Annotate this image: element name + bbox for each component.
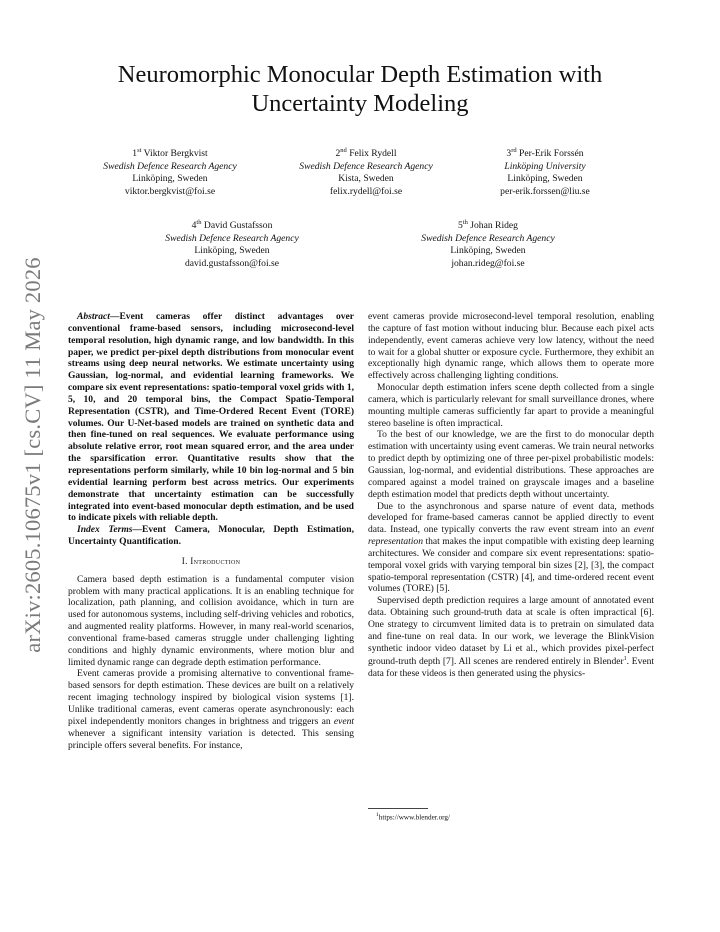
author-block-5: 5th Johan Rideg Swedish Defence Research Agency Linköping, Sweden johan.rideg@foi.se	[388, 217, 588, 271]
author-name: Per-Erik Forssén	[519, 148, 584, 160]
author-email: david.gustafsson@foi.se	[184, 257, 280, 269]
intro-paragraph-5: To the best of our knowledge, we are the first to do monocular depth estimation with uncertainty using event cameras. We train neural networks to predict depth by optimizing one of three per-pixel probabilistic models: Gaussian, log-normal, and evidential distributions. These approaches are compared against a model trained on grayscale images and a baseline depth estimation model that predicts depth without uncertainty.	[368, 429, 654, 500]
arxiv-stamp	[18, 255, 48, 655]
author-block-1: 1st Viktor Bergkvist Swedish Defence Research Agency Linköping, Sweden viktor.bergkvist@foi.se	[70, 145, 270, 199]
author-name: Felix Rydell	[349, 148, 397, 160]
author-name: Johan Rideg	[470, 220, 518, 232]
footnote-rule	[368, 808, 428, 809]
intro-paragraph-4: Monocular depth estimation infers scene depth collected from a single camera, which is particularly relevant for small surveillance drones, where mounting multiple cameras sufficiently far apart to provide a meaningful stereo baseline is often impractical.	[368, 382, 654, 429]
author-block-4: 4th David Gustafsson Swedish Defence Research Agency Linköping, Sweden david.gustafsson@foi.se	[132, 217, 332, 271]
right-column	[368, 311, 654, 680]
title-line-1: Neuromorphic Monocular Depth Estimation with	[117, 61, 603, 88]
author-email: felix.rydell@foi.se	[329, 185, 403, 197]
author-affiliation: Swedish Defence Research Agency	[103, 160, 237, 172]
intro-paragraph-6: Due to the asynchronous and sparse nature of event data, methods developed for frame-based cameras cannot be applied directly to event data. Instead, one typically converts the raw event stream into an event representation that makes the input compatible with existing deep learning architectures. We consider and compare six event representations: spatio-temporal voxel grids with varying temporal bin sizes [2], [3], the compact spatio-temporal representation (CSTR) [4], and time-ordered recent event volumes (TORE) [5].	[368, 500, 654, 595]
author-affiliation: Swedish Defence Research Agency	[165, 232, 299, 244]
section-heading: I. Introduction	[181, 555, 241, 566]
author-block-3: 3rd Per-Erik Forssén Linköping University Linköping, Sweden per-erik.forssen@liu.se	[445, 145, 645, 199]
author-location: Kista, Sweden	[338, 173, 394, 185]
author-location: Linköping, Sweden	[132, 173, 208, 185]
author-email: per-erik.forssen@liu.se	[500, 185, 590, 197]
abstract: Abstract—Event cameras offer distinct advantages over conventional frame-based sensors, including microsecond-level temporal resolution, high dynamic range, and low bandwidth. In this paper, we predict per-pixel depth distributions from monocular event streams using deep neural networks. We estimate uncertainty using Gaussian, log-normal, and evidential learning frameworks. We compare six event representations: spatio-temporal voxel grids with 1, 5, 10, and 20 temporal bins, the Compact Spatio-Temporal Representation (CSTR), and Time-Ordered Recent Event (TORE) volumes. Our U-Net-based models are trained on synthetic data and then fine-tuned on real sequences. We evaluate performance using absolute relative error, root mean squared error, and the area under the sparsification error. Quantitative results show that the representations perform similarly, while 10 bin log-normal and 5 bin evidential learning perform best across metrics. Our experiments demonstrate that uncertainty estimation can be successfully integrated into event-based monocular depth estimation, and be used to indicate pixels with reliable depth.	[68, 311, 354, 524]
author-location: Linköping, Sweden	[194, 245, 270, 257]
title-line-2: Uncertainty Modeling	[251, 90, 469, 117]
author-location: Linköping, Sweden	[450, 245, 526, 257]
author-name: David Gustafsson	[203, 220, 273, 232]
intro-paragraph-7: Supervised depth prediction requires a large amount of annotated event data. Obtaining such ground-truth data at scale is often impractical [6]. One strategy to circumvent limited data is to pretrain on simulated data and fine-tune on real data. In our work, we leverage the BlinkVision synthetic indoor video dataset by Li et al., which provides pixel-perfect ground-truth depth [7]. All scenes are rendered entirely in Blender$^1$. Event data for these videos is then generated using the physics-	[368, 595, 655, 680]
author-affiliation: Swedish Defence Research Agency	[299, 160, 433, 172]
intro-paragraph-2: Event cameras provide a promising alternative to conventional frame-based sensors for depth estimation. These devices are built on a relatively recent imaging technology inspired by biological vision systems [1]. Unlike traditional cameras, event cameras operate asynchronously: each pixel independently monitors changes in brightness and triggers an event whenever a significant intensity variation is detected. This sensing principle offers several benefits. For instance,	[68, 668, 354, 751]
footnote-url: https://www.blender.org/	[378, 813, 451, 822]
paper-title	[60, 60, 660, 118]
intro-paragraph-1: Camera based depth estimation is a fundamental computer vision problem with many practical applications. It is an enabling technique for localization, path planning, and collision avoidance, which in turn are used for autonomous systems, including self-driving vehicles and robotics, and augmented reality platforms. However, in many real-world scenarios, conventional frame-based cameras struggle under challenging lighting conditions and highly dynamic environments, where motion blur and limited dynamic range can degrade depth estimation performance.	[68, 573, 354, 668]
author-email: johan.rideg@foi.se	[451, 257, 525, 269]
index-terms: Index Terms—Event Camera, Monocular, Depth Estimation, Uncertainty Quantification.	[68, 524, 354, 548]
author-block-2: 2nd Felix Rydell Swedish Defence Research Agency Kista, Sweden felix.rydell@foi.se	[266, 145, 466, 199]
arxiv-stamp-text: arXiv:2605.10675v1 [cs.CV] 11 May 2026	[20, 257, 45, 653]
author-location: Linköping, Sweden	[507, 173, 583, 185]
author-affiliation: Swedish Defence Research Agency	[421, 232, 555, 244]
author-affiliation: Linköping University	[504, 160, 586, 172]
left-column	[68, 311, 354, 751]
intro-paragraph-3: event cameras provide microsecond-level temporal resolution, enabling the capture of fast motion without inducing blur. Because each pixel acts independently, event cameras achieve very low latency, without the need to wait for a global shutter or exposure cycle. Furthermore, they exhibit an exceptionally high dynamic range, which allows them to operate more effectively across challenging lighting conditions.	[368, 311, 654, 382]
footnote: $^1$https://www.blender.org/	[376, 812, 451, 822]
author-name: Viktor Bergkvist	[143, 148, 208, 160]
author-email: viktor.bergkvist@foi.se	[124, 185, 216, 197]
